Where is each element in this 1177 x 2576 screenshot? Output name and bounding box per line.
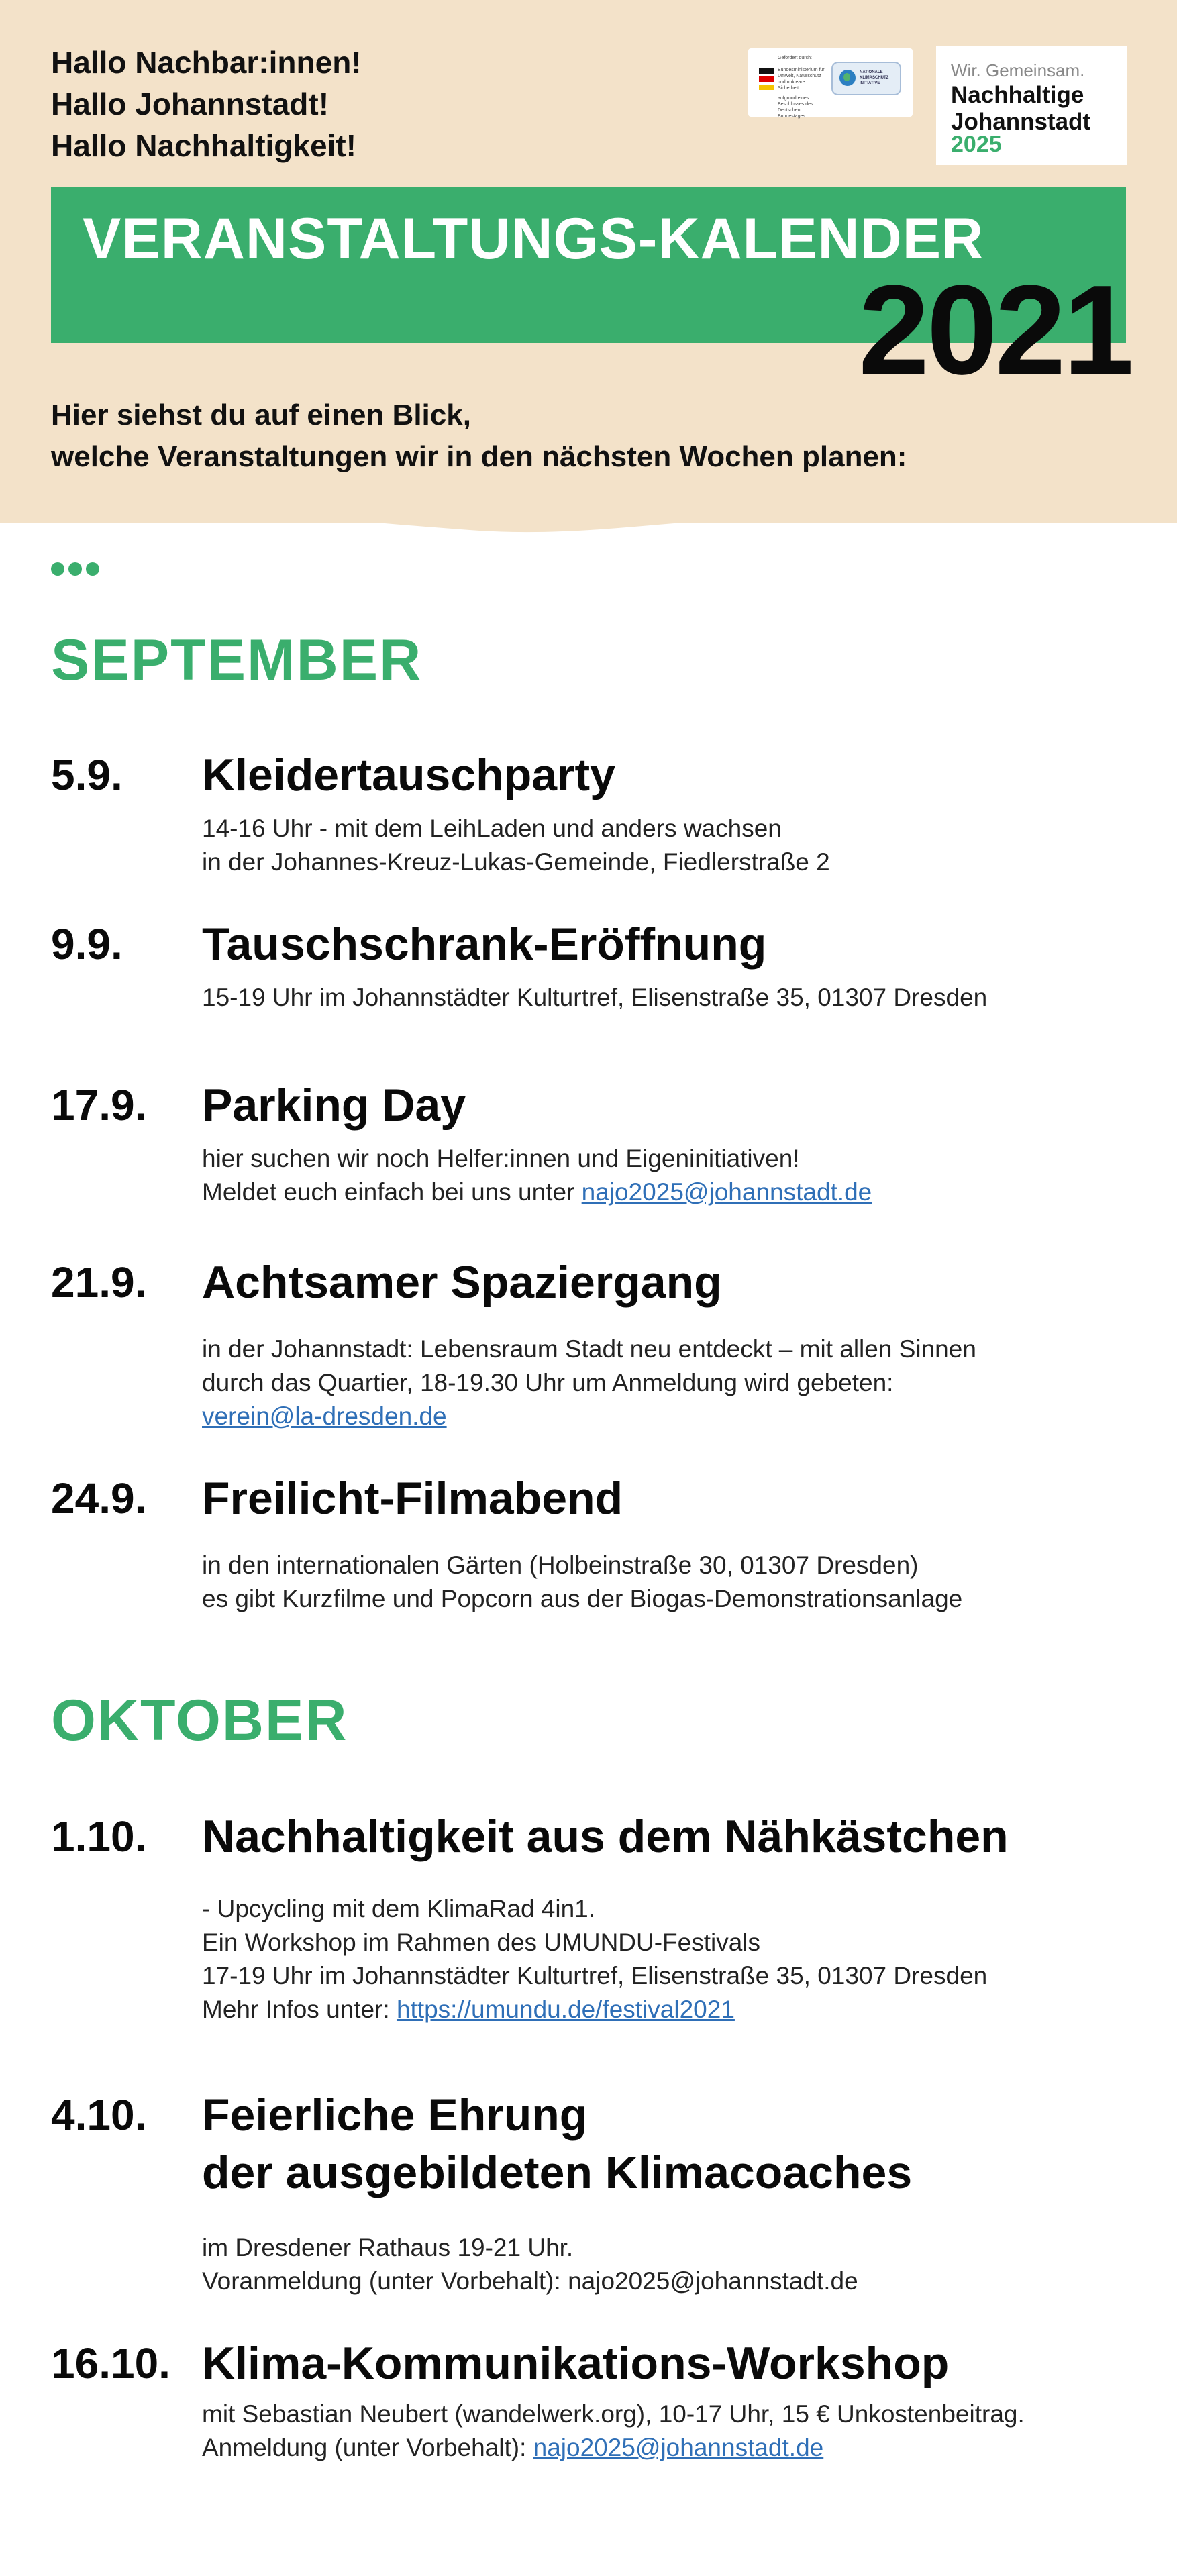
event-line: 15-19 Uhr im Johannstädter Kulturtref, Elisenstraße 35, 01307 Dresden [202,984,988,1011]
greeting [51,42,362,166]
federal-eagle-icon [759,68,774,91]
ministry-logo-text-c: aufgrund eines Beschlusses des Deutschen Bundestages [778,96,813,119]
event-details [202,812,830,879]
badge-text: NATIONALE KLIMASCHUTZ INITIATIVE [860,70,889,85]
event-line: Ein Workshop im Rahmen des UMUNDU-Festivals [202,1928,761,1956]
event-details [202,2231,858,2298]
event-title: Kleidertauschparty [202,750,615,801]
event-line [202,1176,872,1209]
event-title: Freilicht-Filmabend [202,1473,623,1524]
event-date: 9.9. [51,920,123,968]
logo-line-1: Wir. Gemeinsam. [951,60,1085,81]
event-title: Achtsamer Spaziergang [202,1257,722,1308]
event-title: Nachhaltigkeit aus dem Nähkästchen [202,1811,1009,1862]
event-title: Feierliche Ehrung [202,2090,588,2141]
event-line: in der Johannstadt: Lebensraum Stadt neu entdeckt – mit allen Sinnen [202,1335,976,1363]
nachhaltige-johannstadt-logo [936,46,1127,165]
event-line: - Upcycling mit dem KlimaRad 4in1. [202,1895,596,1922]
event-details [202,2398,1025,2465]
globe-icon [839,70,856,86]
year: 2021 [858,259,1131,401]
greeting-line-3: Hallo Nachhaltigkeit! [51,128,356,163]
ministry-logo-text-a: Gefördert durch: [778,56,812,60]
event-line: 14-16 Uhr - mit dem LeihLaden und anders wachsen [202,815,782,842]
event-title: Klima-Kommunikations-Workshop [202,2338,950,2389]
event-line [202,2431,1025,2465]
logo-line-2: Nachhaltige [951,82,1084,108]
event-date: 24.9. [51,1474,147,1523]
klimaschutz-badge [831,62,901,95]
event-details [202,1333,976,1433]
event-line [202,1993,987,2026]
event-details [202,1142,872,1209]
event-line: in der Johannes-Kreuz-Lukas-Gemeinde, Fiedlerstraße 2 [202,848,830,876]
intro-line-2: welche Veranstaltungen wir in den nächsten Wochen planen: [51,440,907,473]
event-line-text: Anmeldung (unter Vorbehalt): [202,2434,533,2461]
event-line: im Dresdener Rathaus 19-21 Uhr. [202,2234,574,2261]
festival-link[interactable]: https://umundu.de/festival2021 [396,1996,735,2023]
event-line-text: Mehr Infos unter: [202,1996,397,2023]
event-line: durch das Quartier, 18-19.30 Uhr um Anmeldung wird gebeten: [202,1369,894,1396]
greeting-line-2: Hallo Johannstadt! [51,87,329,121]
event-date: 21.9. [51,1258,147,1306]
event-line-text: Meldet euch einfach bei uns unter [202,1178,582,1206]
event-line: hier suchen wir noch Helfer:innen und Eigeninitiativen! [202,1145,800,1172]
banner-title: VERANSTALTUNGS-KALENDER [83,207,984,271]
event-date: 16.10. [51,2339,170,2387]
title-banner [51,187,1131,401]
month-heading-september: SEPTEMBER [51,628,423,692]
event-details [202,1549,962,1616]
event-details [202,981,987,1015]
event-details [202,1892,987,2026]
event-line: es gibt Kurzfilme und Popcorn aus der Biogas-Demonstrationsanlage [202,1585,963,1612]
event-date: 17.9. [51,1081,147,1129]
email-link[interactable]: verein@la-dresden.de [202,1402,447,1430]
ellipsis-dots-icon [51,562,103,579]
intro-line-1: Hier siehst du auf einen Blick, [51,399,471,431]
logo-line-3: Johannstadt [951,109,1091,135]
event-date: 4.10. [51,2091,147,2139]
event-date: 5.9. [51,751,123,799]
logo-line-4: 2025 [951,132,1002,157]
email-link[interactable]: najo2025@johannstadt.de [581,1178,872,1206]
event-title: Parking Day [202,1080,466,1131]
event-title: Tauschschrank-Eröffnung [202,919,767,970]
intro-text [51,395,907,478]
logo-line-2-3 [951,82,1090,136]
event-line: in den internationalen Gärten (Holbeinstraße 30, 01307 Dresden) [202,1551,919,1579]
event-line: 17-19 Uhr im Johannstädter Kulturtref, Elisenstraße 35, 01307 Dresden [202,1962,988,1990]
ministry-logo-text-b: Bundesministerium für Umwelt, Naturschutz und nukleare Sicherheit [778,68,825,91]
event-date: 1.10. [51,1812,147,1861]
ministry-logo [748,48,913,117]
event-title-line-2: der ausgebildeten Klimacoaches [202,2147,913,2198]
email-link[interactable]: najo2025@johannstadt.de [533,2434,824,2461]
greeting-line-1: Hallo Nachbar:innen! [51,45,362,80]
month-heading-oktober: OKTOBER [51,1688,348,1753]
event-line: mit Sebastian Neubert (wandelwerk.org), 10-17 Uhr, 15 € Unkostenbeitrag. [202,2400,1025,2428]
event-line: Voranmeldung (unter Vorbehalt): najo2025@johannstadt.de [202,2267,858,2295]
